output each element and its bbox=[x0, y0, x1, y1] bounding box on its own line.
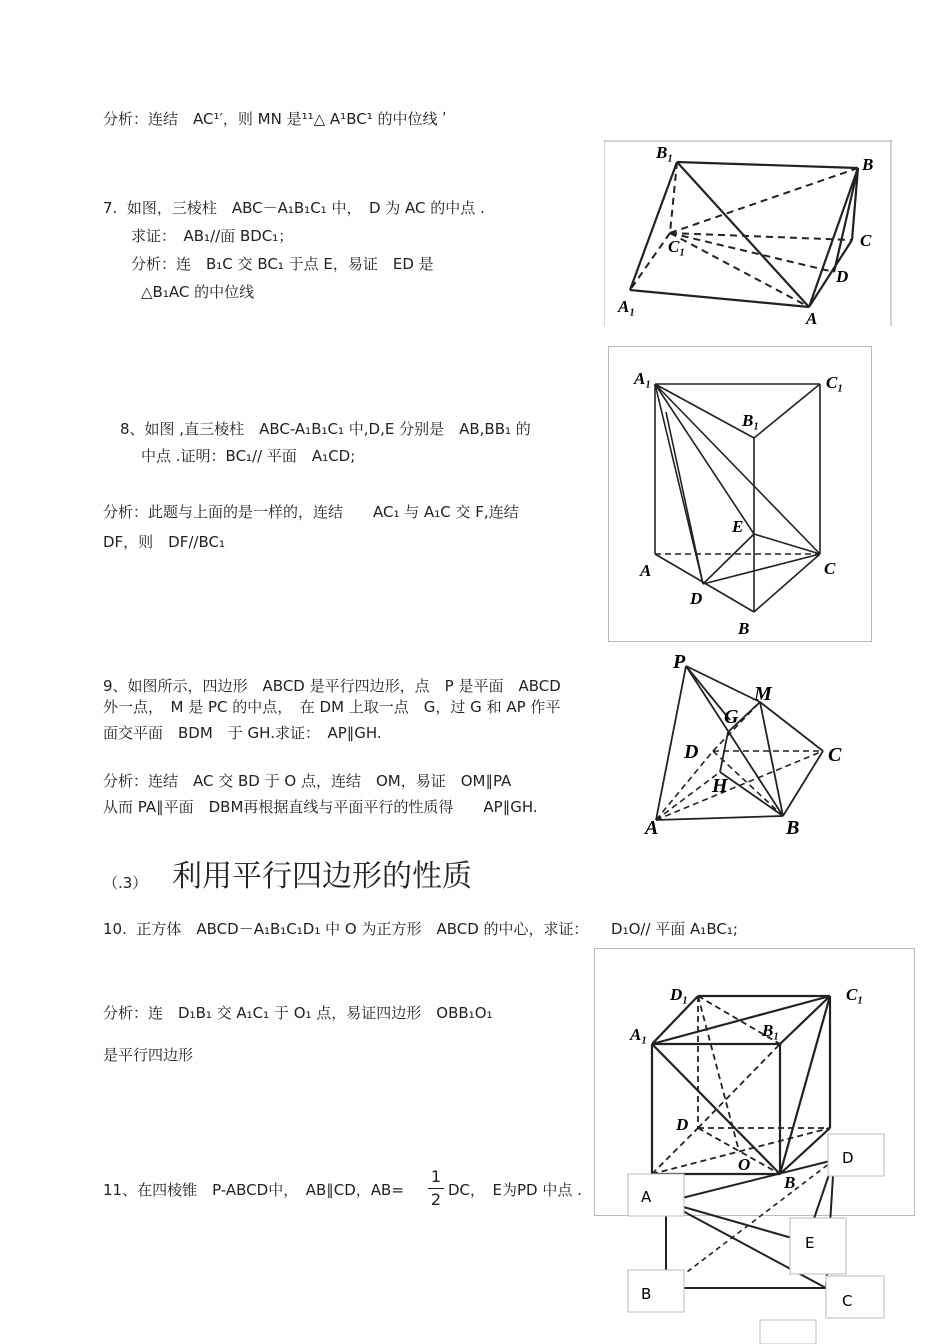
label-b: B bbox=[738, 619, 750, 638]
problem-7-analysis-cont: △B₁AC 的中位线 bbox=[141, 283, 255, 301]
problem-9-line-3: 面交平面 BDM 于 GH.求证： AP∥GH. bbox=[103, 724, 382, 742]
problem-9-line-1: 9、如图所示，四边形 ABCD 是平行四边形，点 P 是平面 ABCD bbox=[103, 677, 561, 695]
label-a: A bbox=[806, 309, 818, 326]
label-c: C bbox=[842, 1292, 853, 1310]
figure-pyramid-9 bbox=[640, 650, 850, 842]
fraction-denominator: 2 bbox=[430, 1190, 442, 1209]
label-c1: C₁ bbox=[668, 237, 686, 256]
fraction-bar bbox=[428, 1188, 444, 1189]
analysis-line-mn: 分析：连结 AC¹′，则 MN 是¹¹△ A¹BC¹ 的中位线 ʹ bbox=[103, 110, 447, 128]
problem-8-prove: 中点 .证明：BC₁// 平面 A₁CD; bbox=[141, 447, 356, 465]
problem-9-analysis-cont: 从而 PA∥平面 DBM再根据直线与平面平行的性质得 AP∥GH. bbox=[103, 798, 538, 816]
label-e: E bbox=[805, 1234, 815, 1252]
label-d: D bbox=[676, 1115, 689, 1134]
problem-11-statement-cont: DC， E为PD 中点 . bbox=[448, 1181, 582, 1199]
label-c: C bbox=[824, 559, 836, 578]
label-a1: A₁ bbox=[634, 369, 652, 388]
label-d: D bbox=[842, 1149, 854, 1167]
figure-prism-7 bbox=[604, 140, 892, 326]
label-b1: B₁ bbox=[742, 411, 760, 430]
label-b: B bbox=[786, 817, 800, 839]
label-b1: B₁ bbox=[762, 1021, 780, 1040]
label-a1: A₁ bbox=[630, 1025, 648, 1044]
problem-11-statement: 11、在四棱锥 P-ABCD中， AB∥CD，AB= bbox=[103, 1181, 404, 1199]
label-d: D bbox=[690, 589, 703, 608]
section-title: 利用平行四边形的性质 bbox=[172, 859, 472, 894]
figure-prism-8 bbox=[608, 346, 872, 642]
problem-7-prove: 求证： AB₁//面 BDC₁； bbox=[131, 227, 294, 245]
label-m: M bbox=[754, 683, 772, 705]
section-number: （.3） bbox=[103, 874, 148, 892]
fraction-one-half bbox=[428, 1168, 444, 1209]
problem-10-statement: 10. 正方体 ABCD－A₁B₁C₁D₁ 中 O 为正方形 ABCD 的中心，求证： D₁O// 平面 A₁BC₁; bbox=[103, 920, 738, 938]
label-c1: C₁ bbox=[846, 985, 864, 1004]
problem-8-analysis: 分析：此题与上面的是一样的，连结 AC₁ 与 A₁C 交 F,连结 bbox=[103, 503, 519, 521]
label-p: P bbox=[673, 651, 686, 673]
label-b1: B₁ bbox=[656, 143, 674, 162]
problem-7-analysis: 分析：连 B₁C 交 BC₁ 于点 E，易证 ED 是 bbox=[131, 255, 434, 273]
label-d: D bbox=[684, 741, 699, 763]
fraction-numerator: 1 bbox=[430, 1167, 442, 1186]
label-a: A bbox=[640, 561, 652, 580]
label-h: H bbox=[712, 775, 728, 797]
figure-pyramid-11 bbox=[620, 1130, 890, 1344]
label-b: B bbox=[784, 1173, 796, 1192]
problem-8-analysis-cont: DF，则 DF//BC₁ bbox=[103, 533, 225, 551]
label-g: G bbox=[724, 706, 739, 728]
label-a1: A₁ bbox=[618, 297, 636, 316]
label-c: C bbox=[828, 744, 842, 766]
problem-9-analysis: 分析：连结 AC 交 BD 于 O 点，连结 OM，易证 OM∥PA bbox=[103, 772, 512, 790]
problem-8-statement: 8、如图 ,直三棱柱 ABC-A₁B₁C₁ 中,D,E 分别是 AB,BB₁ 的 bbox=[120, 420, 531, 438]
label-d: D bbox=[836, 267, 849, 286]
problem-10-analysis-cont: 是平行四边形 bbox=[103, 1046, 194, 1064]
problem-7-statement: 7. 如图，三棱柱 ABC－A₁B₁C₁ 中， D 为 AC 的中点 . bbox=[103, 199, 485, 217]
label-c: C bbox=[860, 231, 872, 250]
label-c1: C₁ bbox=[826, 373, 844, 392]
label-b: B bbox=[862, 155, 874, 174]
label-d1: D₁ bbox=[670, 985, 689, 1004]
problem-9-line-2: 外一点， M 是 PC 的中点， 在 DM 上取一点 G，过 G 和 AP 作平 bbox=[103, 698, 561, 716]
label-b: B bbox=[641, 1285, 652, 1303]
label-o: O bbox=[738, 1155, 751, 1174]
problem-10-analysis: 分析：连 D₁B₁ 交 A₁C₁ 于 O₁ 点，易证四边形 OBB₁O₁ bbox=[103, 1004, 493, 1022]
label-a: A bbox=[641, 1188, 652, 1206]
label-e: E bbox=[732, 517, 744, 536]
label-a: A bbox=[645, 817, 659, 839]
